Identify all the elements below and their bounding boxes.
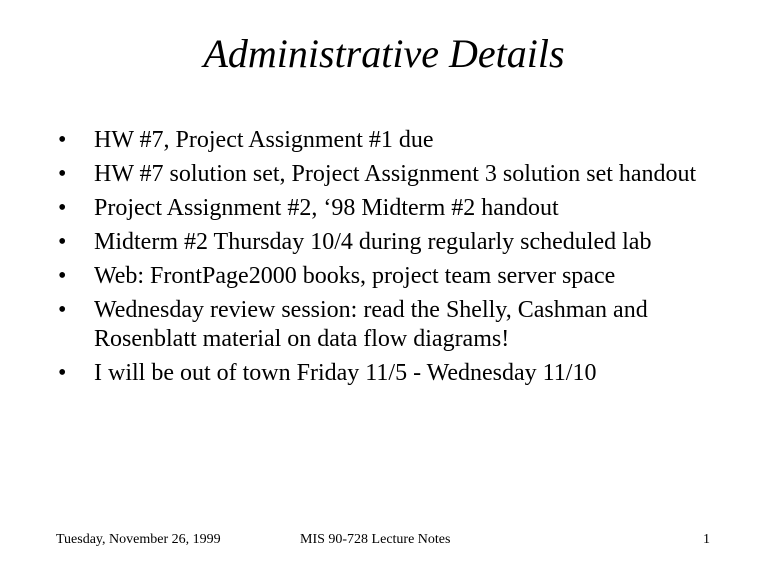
bullet-icon: • bbox=[58, 195, 67, 221]
bullet-icon: • bbox=[58, 360, 67, 386]
bullet-text: Project Assignment #2, ‘98 Midterm #2 handout bbox=[94, 195, 559, 221]
bullet-item bbox=[56, 228, 726, 257]
bullet-icon: • bbox=[58, 127, 67, 153]
bullet-list bbox=[56, 126, 726, 393]
bullet-text: Web: FrontPage2000 books, project team server space bbox=[94, 263, 616, 289]
bullet-item bbox=[56, 126, 726, 155]
footer-page-number: 1 bbox=[703, 532, 710, 547]
bullet-item bbox=[56, 194, 726, 223]
bullet-icon: • bbox=[58, 229, 67, 255]
footer-date: Tuesday, November 26, 1999 bbox=[56, 532, 221, 547]
footer-course-title: MIS 90-728 Lecture Notes bbox=[300, 532, 451, 547]
bullet-text: Midterm #2 Thursday 10/4 during regularly scheduled lab bbox=[94, 229, 652, 255]
bullet-item bbox=[56, 262, 726, 291]
bullet-text: HW #7, Project Assignment #1 due bbox=[94, 127, 434, 153]
bullet-icon: • bbox=[58, 297, 67, 323]
bullet-item bbox=[56, 160, 726, 189]
bullet-icon: • bbox=[58, 161, 67, 187]
bullet-text: I will be out of town Friday 11/5 - Wednesday 11/10 bbox=[94, 360, 597, 386]
bullet-item bbox=[56, 359, 726, 388]
bullet-text: HW #7 solution set, Project Assignment 3 solution set handout bbox=[94, 161, 697, 187]
bullet-text: Wednesday review session: read the Shelly, Cashman and Rosenblatt material on data flow diagrams! bbox=[94, 297, 648, 352]
bullet-item bbox=[56, 296, 726, 354]
bullet-icon: • bbox=[58, 263, 67, 289]
slide-title: Administrative Details bbox=[203, 31, 565, 76]
